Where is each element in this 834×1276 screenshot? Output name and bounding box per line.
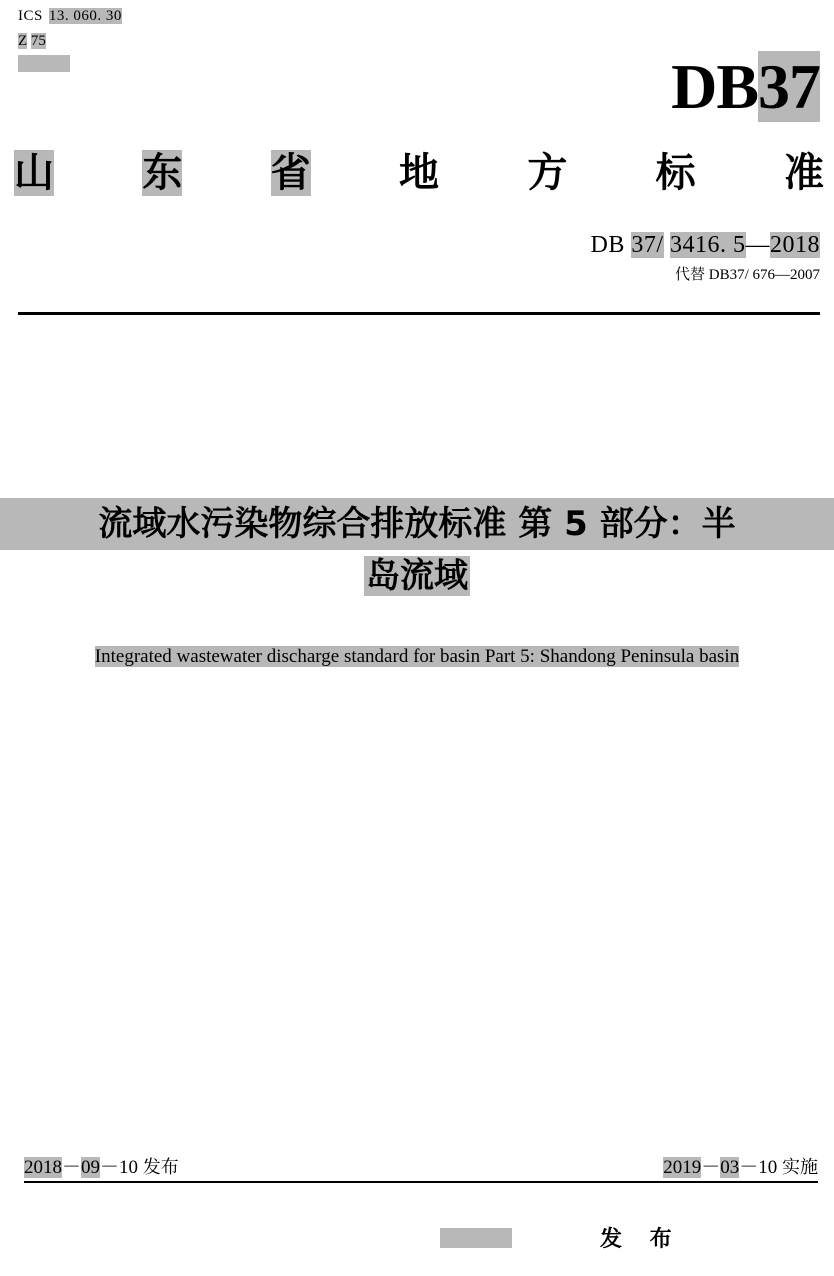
db37-logo (671, 51, 820, 122)
standard-number-dash: — (745, 232, 770, 258)
footer-issue-label: 发 布 (600, 1227, 682, 1252)
standard-type-char-6: 标 (655, 150, 696, 196)
classification-value: 75 (30, 33, 46, 49)
document-title-en-text: Integrated wastewater discharge standard for basin Part 5: Shandong Peninsula basin (94, 646, 740, 667)
replaces-label: 代替 (674, 265, 705, 283)
replaces-line (675, 263, 820, 284)
ics-row (18, 8, 122, 25)
effective-date-day: 10 (758, 1157, 778, 1178)
standard-number-part: 3416. 5 (670, 232, 746, 258)
standard-type-char-3: 省 (270, 150, 311, 196)
issue-date (24, 1152, 179, 1179)
effective-date-sep-1: － (701, 1157, 721, 1178)
document-title-cn (0, 498, 834, 602)
document-title-cn-line1: 流域水污染物综合排放标准 第 5 部分：半 (0, 498, 834, 550)
standard-number (590, 232, 820, 259)
issue-date-label: 发布 (142, 1157, 179, 1178)
standard-type-char-5: 方 (527, 150, 568, 196)
document-title-cn-line2-text: 岛流域 (366, 556, 468, 596)
standard-type-title (14, 150, 824, 196)
effective-date (663, 1152, 818, 1179)
effective-date-label: 实施 (782, 1157, 818, 1178)
issue-date-sep-1: － (62, 1157, 82, 1178)
ics-value: 13. 060. 30 (48, 8, 122, 24)
db37-logo-suffix: 37 (758, 51, 820, 122)
document-title-en (8, 646, 826, 668)
issue-date-year: 2018 (24, 1157, 62, 1178)
standard-number-code: 37/ (631, 232, 664, 258)
standard-number-year: 2018 (770, 232, 820, 258)
issue-date-sep-2: － (100, 1157, 120, 1178)
issue-date-month: 09 (81, 1157, 101, 1178)
classification-label: Z (18, 33, 28, 49)
header-divider (18, 312, 820, 315)
standard-type-char-2: 东 (142, 150, 183, 196)
effective-date-sep-2: － (739, 1157, 759, 1178)
standard-type-char-7: 准 (783, 150, 824, 196)
standard-type-char-1: 山 (14, 150, 54, 196)
effective-date-year: 2019 (663, 1157, 702, 1178)
db37-logo-prefix: DB (671, 51, 758, 122)
issue-date-day: 10 (119, 1157, 139, 1178)
replaces-value: DB37/ 676—2007 (708, 267, 820, 283)
scan-artifact-block (18, 55, 70, 72)
classification-row (18, 33, 46, 50)
footer-divider (24, 1181, 818, 1183)
standard-number-prefix: DB (590, 232, 625, 258)
ics-label: ICS (18, 8, 43, 24)
issuer-redacted-block (440, 1228, 512, 1248)
effective-date-month: 03 (720, 1157, 740, 1178)
standard-type-char-4: 地 (398, 150, 439, 196)
document-title-cn-line2 (0, 550, 834, 602)
